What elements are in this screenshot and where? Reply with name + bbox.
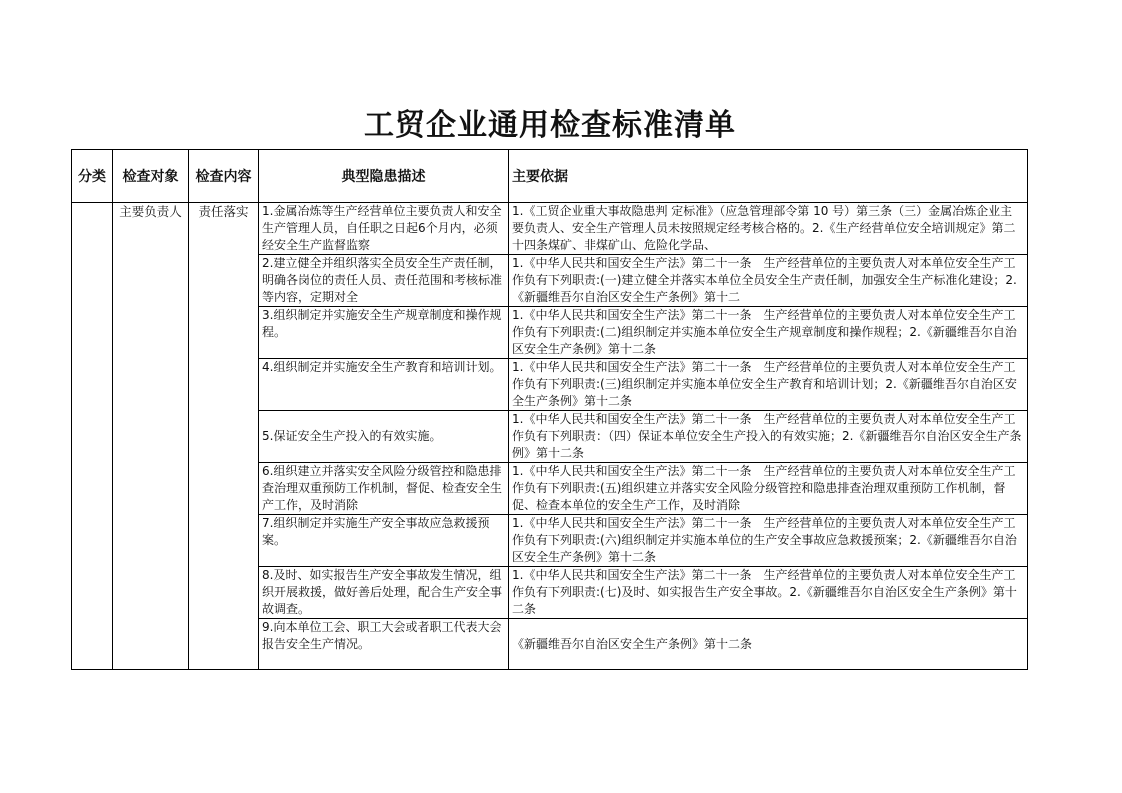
hazard-text: 4.组织制定并实施安全生产教育和培训计划。 (262, 360, 502, 374)
basis-cell (509, 255, 1028, 307)
hazard-text: 1.金属冶炼等生产经营单位主要负责人和安全生产管理人员，自任职之日起6个月内，必须经安全生产监督监察 (262, 204, 502, 252)
basis-text: 1.《中华人民共和国安全生产法》第二十一条 生产经营单位的主要负责人对本单位安全生产工作负有下列职责:(三)组织制定并实施本单位安全生产教育和培训计划；2.《新疆维吾尔自治区安全生产条例》第十二条 (512, 360, 1017, 408)
basis-text: 1.《中华人民共和国安全生产法》第二十一条 生产经营单位的主要负责人对本单位安全生产工作负有下列职责:(一)建立健全并落实本单位全员安全生产责任制，加强安全生产标准化建设；2.《新疆维吾尔自治区安全生产条例》第十二 (512, 256, 1017, 304)
header-hazard: 典型隐患描述 (259, 150, 509, 203)
header-content: 检查内容 (189, 150, 259, 203)
table-row (72, 203, 1028, 255)
header-basis: 主要依据 (509, 150, 1028, 203)
hazard-cell (259, 619, 509, 670)
hazard-text: 2.建立健全并组织落实全员安全生产责任制，明确各岗位的责任人员、责任范围和考核标准等内容，定期对全 (262, 256, 503, 304)
basis-text: 1.《中华人民共和国安全生产法》第二十一条 生产经营单位的主要负责人对本单位安全生产工作负有下列职责:(七)及时、如实报告生产安全事故。2.《新疆维吾尔自治区安全生产条例》第十二条 (512, 568, 1017, 616)
inspection-table (71, 149, 1028, 670)
hazard-text: 6.组织建立并落实安全风险分级管控和隐患排查治理双重预防工作机制，督促、检查安全生产工作，及时消除 (262, 464, 503, 512)
hazard-cell (259, 463, 509, 515)
category-cell (72, 203, 113, 670)
hazard-text: 8.及时、如实报告生产安全事故发生情况，组织开展救援，做好善后处理，配合生产安全事故调查。 (262, 568, 503, 616)
hazard-cell (259, 307, 509, 359)
object-value: 主要负责人 (119, 204, 182, 219)
content-cell (189, 203, 259, 670)
content-value: 责任落实 (198, 204, 249, 219)
hazard-text: 3.组织制定并实施安全生产规章制度和操作规程。 (262, 308, 502, 339)
hazard-cell (259, 203, 509, 255)
basis-cell (509, 619, 1028, 670)
basis-text: 《新疆维吾尔自治区安全生产条例》第十二条 (512, 636, 753, 651)
hazard-cell (259, 255, 509, 307)
basis-cell (509, 515, 1028, 567)
header-row (72, 150, 1028, 203)
hazard-cell (259, 411, 509, 463)
hazard-text: 5.保证安全生产投入的有效实施。 (262, 429, 442, 443)
hazard-cell (259, 515, 509, 567)
basis-cell (509, 203, 1028, 255)
hazard-cell (259, 567, 509, 619)
page-title: 工贸企业通用检查标准清单 (364, 108, 736, 143)
basis-text: 1.《工贸企业重大事故隐患判 定标准》（应急管理部令第 10 号）第三条（三）金属冶炼企业主要负责人、安全生产管理人员未按照规定经考核合格的。2.《生产经营单位安全培训规定》第二十四条煤矿、非煤矿山、危险化学品、 (512, 204, 1016, 252)
header-object: 检查对象 (113, 150, 189, 203)
object-cell (113, 203, 189, 670)
basis-cell (509, 307, 1028, 359)
basis-text: 1.《中华人民共和国安全生产法》第二十一条 生产经营单位的主要负责人对本单位安全生产工作负有下列职责:(六)组织制定并实施本单位的生产安全事故应急救援预案；2.《新疆维吾尔自治区安全生产条例》第十二条 (512, 516, 1017, 564)
basis-text: 1.《中华人民共和国安全生产法》第二十一条 生产经营单位的主要负责人对本单位安全生产工作负有下列职责:(二)组织制定并实施本单位安全生产规章制度和操作规程；2.《新疆维吾尔自治区安全生产条例》第十二条 (512, 308, 1017, 356)
basis-cell (509, 463, 1028, 515)
hazard-text: 7.组织制定并实施生产安全事故应急救援预案。 (262, 516, 490, 547)
basis-cell (509, 567, 1028, 619)
basis-text: 1.《中华人民共和国安全生产法》第二十一条 生产经营单位的主要负责人对本单位安全生产工作负有下列职责:(五)组织建立并落实安全风险分级管控和隐患排查治理双重预防工作机制，督促、检查本单位的安全生产工作，及时消除 (512, 464, 1016, 512)
basis-cell (509, 411, 1028, 463)
basis-text: 1.《中华人民共和国安全生产法》第二十一条 生产经营单位的主要负责人对本单位安全生产工作负有下列职责：（四）保证本单位安全生产投入的有效实施；2.《新疆维吾尔自治区安全生产条例》第十二条 (512, 412, 1022, 460)
hazard-text: 9.向本单位工会、职工大会或者职工代表大会报告安全生产情况。 (262, 620, 502, 651)
basis-cell (509, 359, 1028, 411)
header-category: 分类 (72, 150, 113, 203)
hazard-cell (259, 359, 509, 411)
